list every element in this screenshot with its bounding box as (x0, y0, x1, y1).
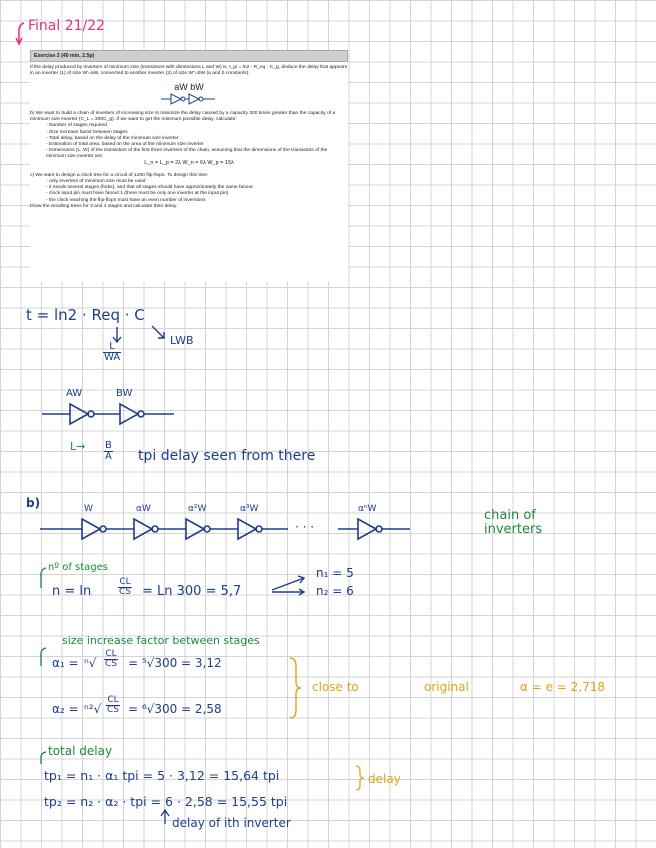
delay-word: delay (368, 772, 401, 786)
exam-figure-label: aW bW (174, 82, 204, 93)
gate-a-label: AW (66, 388, 83, 399)
close-brace-icon (288, 656, 304, 720)
exam-inverters-figure (159, 93, 219, 105)
n2-value: n₂ = 6 (316, 584, 354, 598)
chain-caption-line1: chain of (484, 508, 536, 523)
list-item: - clock input pin must have fanout 1 (there must be only one inverter at the input pin) (46, 191, 229, 197)
alpha1-fraction (104, 650, 118, 669)
exam-part-c-list (30, 179, 348, 203)
branch-arrows-icon (268, 572, 316, 602)
alpha1-frac-den: CS (105, 659, 117, 669)
list-item: - Total delay, based on the delay of the minimum size inverter (46, 135, 179, 141)
req-fraction (103, 342, 121, 363)
stages-bracket-icon (38, 566, 48, 592)
euler-value: α = e = 2,718 (520, 680, 606, 694)
alpha1-root: ⁿ√ (84, 656, 97, 670)
req-denominator: WA (104, 352, 121, 363)
list-item: - the clock reaching the flip-flops must have an even number of inversions (46, 197, 206, 203)
c-label: LWB (170, 334, 194, 347)
up-arrow-icon (158, 808, 172, 826)
c-arrow-icon (150, 324, 170, 342)
exam-part-b-dims: L_n = L_p = 2λ W_n = 6λ W_p = 15λ (144, 160, 234, 167)
total-delay-title: total delay (48, 744, 113, 758)
alpha2-lhs: α₂ = (52, 702, 79, 716)
exam-title: Exercise 2 (40 min, 2.5p) (30, 50, 348, 62)
original-text: original (424, 680, 469, 694)
list-item: - only inverters of minimum size must be used (46, 179, 146, 185)
size-factor-title: size increase factor between stages (62, 634, 260, 647)
part-b-label: b) (26, 496, 41, 510)
alpha1-frac-num: CL (105, 649, 117, 659)
delay-brace-icon (354, 764, 366, 792)
exam-part-c-outro: Draw the resulting trees for 3 and 4 stages and calculate their delay. (30, 203, 178, 209)
exam-part-b-list (30, 123, 348, 160)
page-title: Final 21/22 (28, 18, 106, 34)
ratio-numerator: B (105, 440, 112, 451)
chain-label-1: W (84, 504, 93, 514)
stages-title: nº of stages (48, 562, 109, 573)
exam-problem-box (30, 50, 348, 282)
req-numerator: L (103, 342, 121, 353)
tp1-equation: tp₁ = n₁ · α₁ tpi = 5 · 3,12 = 15,64 tpi (44, 768, 280, 783)
stages-lhs: n = ln (52, 584, 92, 599)
alpha1-rhs: = ⁵√300 = 3,12 (128, 656, 222, 670)
stages-fraction (118, 578, 132, 597)
stages-rhs: = Ln 300 = 5,7 (142, 584, 242, 599)
exam-intro: If the delay produced by inverters of minimum size (transistors with dimensions L and W) is, t_pi = ln2 · R_eq · C_g, deduce the delay that appears in an inverter (1) of size W'=aW, connected to another inverter (2) of size W''=bW (a and b constants). (30, 65, 348, 77)
inverter-chain-diagram (38, 514, 418, 544)
alpha2-root: ⁿ²√ (84, 702, 102, 716)
alpha2-frac-num: CL (107, 695, 119, 705)
ith-inverter-note: delay of ith inverter (172, 816, 291, 830)
gate-b-label: BW (116, 388, 133, 399)
size-bracket-icon (38, 646, 48, 670)
exam-part-b-intro: b) We want to build a chain of inverters of increasing size to minimize the delay caused by a capacity 300 times greater than the capacity of a minimum size inverter (C_L = 300C_g). If we want to get the minimum possible delay, calculate: (30, 111, 336, 123)
alpha1-lhs: α₁ = (52, 656, 79, 670)
tp2-equation: tp₂ = n₂ · α₂ · tpi = 6 · 2,58 = 15,55 tpi (44, 794, 288, 809)
alpha2-fraction (106, 696, 120, 715)
list-item: - it needs several stages (forks), and that all stages should have approximately the same fanout (46, 185, 253, 191)
list-item: - Estimation of total area, based on the area of the minimum size inverter (46, 141, 204, 147)
arrow-label: L→ (70, 440, 86, 453)
exam-part-c-intro: c) We want to design a clock tree for a circuit of 1200 flip-flops. To design this tree: (30, 173, 209, 179)
close-to-text: close to (312, 680, 359, 694)
chain-label-2: αW (136, 504, 151, 514)
ratio-denominator: A (105, 451, 112, 462)
stages-frac-num: CL (119, 577, 131, 587)
stages-frac-den: CS (119, 587, 131, 597)
delay-formula: t = ln2 · Req · C (26, 306, 145, 324)
chain-dots: · · · (295, 520, 315, 534)
delay-seen-text: tpi delay seen from there (138, 448, 316, 464)
ratio-fraction (104, 441, 113, 462)
n1-value: n₁ = 5 (316, 566, 354, 580)
list-item: - Number of stages required (46, 123, 107, 129)
chain-label-3: α²W (188, 504, 207, 514)
alpha2-rhs: = ⁶√300 = 2,58 (128, 702, 222, 716)
total-bracket-icon (38, 750, 48, 766)
two-inverter-diagram (40, 400, 180, 428)
chain-caption-line2: inverters (484, 522, 543, 537)
list-item: - Dimensions (L, W) of the transistors of the first three inverters of the chain, assuming that the dimensions of the transistors of the minimum size inverter are: (46, 147, 328, 159)
chain-label-4: α³W (240, 504, 259, 514)
chain-label-n: αⁿW (358, 504, 377, 514)
title-bracket-icon (14, 20, 28, 48)
list-item: - Size increase factor between stages (46, 129, 128, 135)
alpha2-frac-den: CS (107, 705, 119, 715)
